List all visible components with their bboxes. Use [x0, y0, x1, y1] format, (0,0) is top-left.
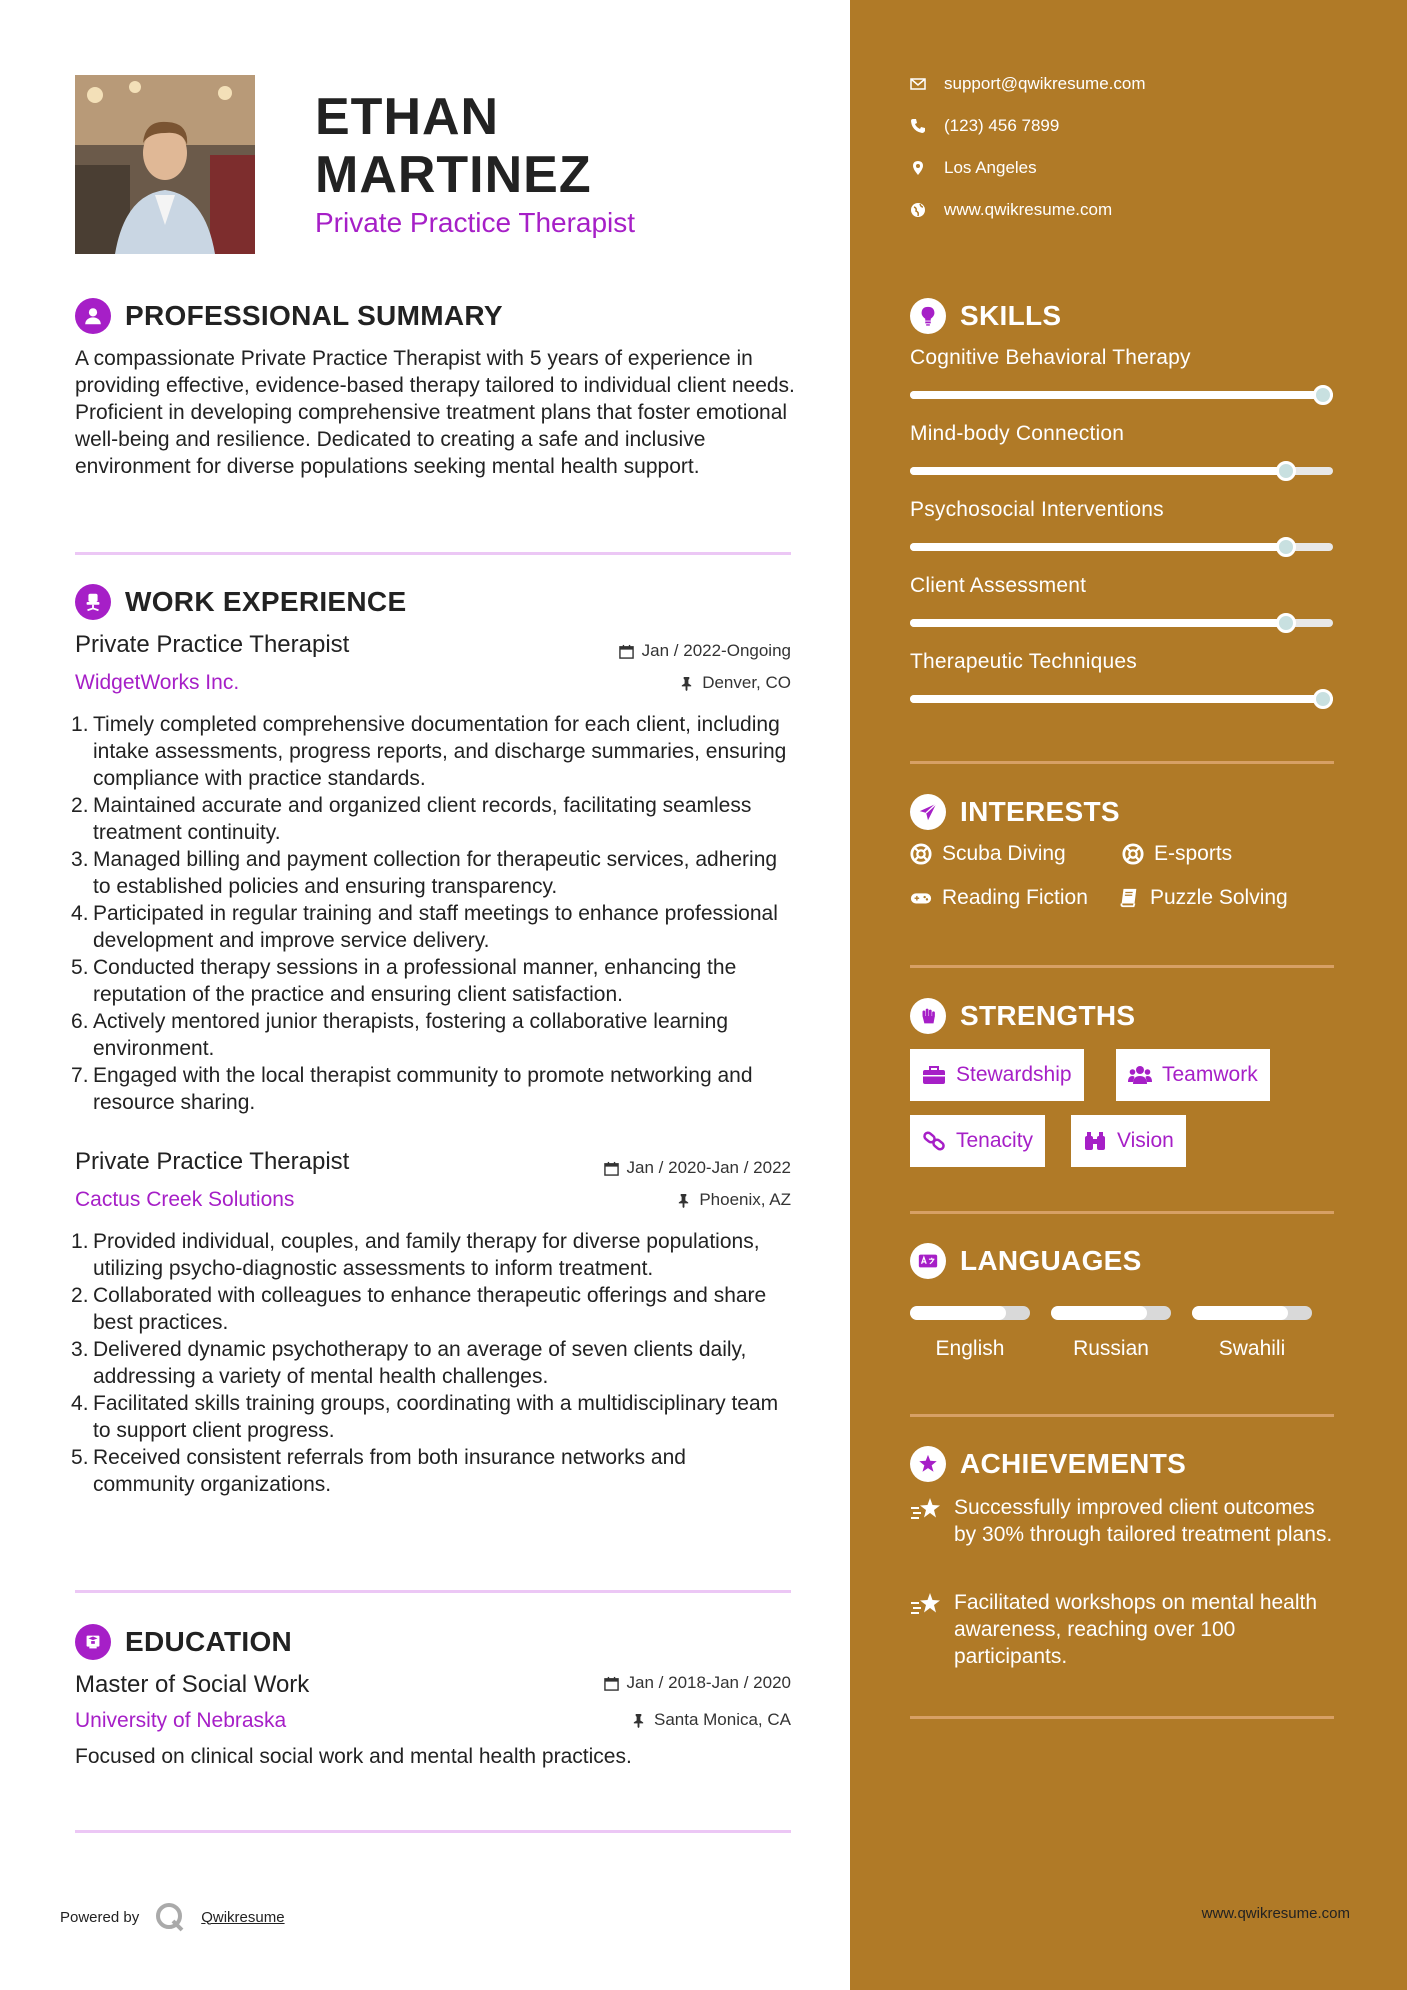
duty-item: Conducted therapy sessions in a professional manner, enhancing the reputation of the practice and ensuring client satisfaction.	[93, 956, 737, 1006]
divider	[910, 761, 1334, 764]
briefcase-icon	[922, 1064, 946, 1086]
duty-item: Managed billing and payment collection for therapeutic services, adhering to established policies and ensuring transparency.	[93, 848, 778, 898]
star-badge-icon	[910, 1446, 946, 1482]
duty-item: Participated in regular training and staff meetings to enhance professional development and improve service delivery.	[93, 902, 778, 952]
divider	[910, 1716, 1334, 1719]
skill-bar	[910, 391, 1333, 399]
contact-website[interactable]	[910, 200, 1112, 220]
calendar-icon	[604, 1676, 619, 1691]
contact-location	[910, 158, 1037, 178]
duty-item: Timely completed comprehensive documentation for each client, including intake assessments, progress reports, and discharge summaries, ensuring compliance with practice standards.	[93, 713, 787, 790]
education-title: EDUCATION	[125, 1626, 293, 1657]
divider	[910, 1414, 1334, 1417]
first-name: ETHAN	[315, 88, 500, 146]
lightbulb-icon	[910, 298, 946, 334]
language-name: English	[935, 1337, 1005, 1360]
skill-bar-knob	[1276, 461, 1296, 481]
strength-label: Teamwork	[1162, 1063, 1258, 1086]
duty-item: Maintained accurate and organized client records, facilitating seamless treatment continuity.	[93, 794, 752, 844]
education-dates-text: Jan / 2018-Jan / 2020	[626, 1673, 791, 1692]
phone-icon	[910, 118, 926, 134]
map-marker-icon	[910, 160, 926, 176]
job-dates-text: Jan / 2022-Ongoing	[641, 641, 791, 660]
education-dates	[604, 1673, 791, 1693]
education-description: Focused on clinical social work and mental health practices.	[75, 1745, 632, 1768]
job-title: Private Practice Therapist	[75, 631, 350, 658]
skill-bar-fill	[910, 543, 1286, 551]
fist-icon	[910, 998, 946, 1034]
strength-chip	[910, 1115, 1045, 1167]
interest-label: E-sports	[1154, 842, 1233, 865]
paper-plane-icon	[910, 794, 946, 830]
skill-bar	[910, 619, 1333, 627]
contact-email-text: support@qwikresume.com	[944, 74, 1146, 93]
education-location	[631, 1710, 791, 1730]
job-company: WidgetWorks Inc.	[75, 671, 240, 694]
calendar-icon	[619, 644, 634, 659]
work-title: WORK EXPERIENCE	[125, 586, 407, 617]
pin-icon	[631, 1713, 646, 1728]
skill-bar-fill	[910, 619, 1286, 627]
interests-heading	[910, 794, 1120, 830]
skill-bar-knob	[1276, 613, 1296, 633]
job-dates	[604, 1158, 791, 1178]
skill-name: Client Assessment	[910, 574, 1087, 597]
language-bar-fill	[1192, 1306, 1288, 1320]
strength-label: Vision	[1117, 1129, 1174, 1152]
skills-heading	[910, 298, 1061, 334]
contact-email[interactable]	[910, 74, 1146, 94]
job-location-text: Denver, CO	[702, 673, 791, 692]
work-heading	[75, 584, 406, 620]
interest-item	[910, 886, 1088, 910]
job-duties	[68, 711, 788, 1116]
office-chair-icon	[75, 584, 111, 620]
duty-item: Engaged with the local therapist community to promote networking and resource sharing.	[93, 1064, 753, 1114]
interest-label: Reading Fiction	[942, 886, 1088, 909]
interests-title: INTERESTS	[960, 796, 1120, 827]
divider	[75, 552, 791, 555]
calendar-icon	[604, 1161, 619, 1176]
achievements-heading	[910, 1446, 1186, 1482]
language-bar-fill	[1051, 1306, 1147, 1320]
life-ring-icon	[1122, 843, 1144, 865]
education-location-text: Santa Monica, CA	[653, 1710, 791, 1729]
interest-item	[1118, 886, 1288, 910]
achievement-item	[910, 1494, 1340, 1548]
user-icon	[75, 298, 111, 334]
shooting-star-icon	[910, 1496, 944, 1524]
skill-name: Cognitive Behavioral Therapy	[910, 346, 1191, 369]
school: University of Nebraska	[75, 1709, 287, 1732]
contact-phone-text: (123) 456 7899	[944, 116, 1060, 135]
divider	[910, 965, 1334, 968]
strength-label: Tenacity	[956, 1129, 1034, 1152]
achievement-item	[910, 1589, 1340, 1670]
job-dates-text: Jan / 2020-Jan / 2022	[626, 1158, 791, 1177]
strength-chip	[1116, 1049, 1270, 1101]
strength-label: Stewardship	[956, 1063, 1072, 1086]
skill-bar	[910, 543, 1333, 551]
footer-website[interactable]: www.qwikresume.com	[1201, 1905, 1350, 1922]
interest-label: Puzzle Solving	[1150, 886, 1288, 909]
job-location-text: Phoenix, AZ	[699, 1190, 791, 1209]
interest-item	[910, 842, 1066, 866]
job-location	[679, 673, 791, 693]
skill-bar	[910, 467, 1333, 475]
summary-title: PROFESSIONAL SUMMARY	[125, 300, 503, 331]
job-dates	[619, 641, 791, 661]
job-company: Cactus Creek Solutions	[75, 1188, 295, 1211]
candidate-name	[315, 88, 592, 204]
binoculars-icon	[1083, 1130, 1107, 1152]
job-duties	[68, 1228, 788, 1498]
shooting-star-icon	[910, 1591, 944, 1619]
gamepad-icon	[910, 887, 932, 909]
skill-bar-fill	[910, 391, 1333, 399]
skill-name: Psychosocial Interventions	[910, 498, 1164, 521]
skill-bar-knob	[1313, 385, 1333, 405]
divider	[910, 1211, 1334, 1214]
duty-item: Delivered dynamic psychotherapy to an average of seven clients daily, addressing a variety of mental health challenges.	[93, 1338, 747, 1388]
summary-heading	[75, 298, 503, 334]
language-bar	[1051, 1306, 1171, 1320]
profile-photo	[75, 75, 255, 254]
strength-chip	[910, 1049, 1084, 1101]
strengths-heading	[910, 998, 1135, 1034]
language-bar-fill	[910, 1306, 1006, 1320]
language-icon	[910, 1243, 946, 1279]
skill-bar-knob	[1276, 537, 1296, 557]
achievement-text: Facilitated workshops on mental health awareness, reaching over 100 participants.	[954, 1591, 1318, 1668]
duty-item: Actively mentored junior therapists, fostering a collaborative learning environment.	[93, 1010, 728, 1060]
last-name: MARTINEZ	[315, 146, 592, 204]
contact-website-text: www.qwikresume.com	[944, 200, 1113, 219]
achievements-title: ACHIEVEMENTS	[960, 1448, 1187, 1479]
life-ring-icon	[910, 843, 932, 865]
job-location	[676, 1190, 791, 1210]
language-name: Russian	[1073, 1337, 1149, 1360]
skill-bar-fill	[910, 467, 1286, 475]
job-title: Private Practice Therapist	[75, 1148, 350, 1175]
duty-item: Facilitated skills training groups, coordinating with a multidisciplinary team to support client progress.	[93, 1392, 779, 1442]
footer-powered-by	[60, 1900, 285, 1934]
summary-text: A compassionate Private Practice Therapist with 5 years of experience in providing effective, evidence-based therapy tailored to individual client needs. Proficient in developing comprehensive treatment plans that foster emotional well-being and resilience. Dedicated to creating a safe and inclusive environment for diverse populations seeking mental health support.	[75, 347, 795, 478]
education-heading	[75, 1624, 292, 1660]
language-bar	[910, 1306, 1030, 1320]
interest-item	[1122, 842, 1232, 866]
duty-item: Collaborated with colleagues to enhance therapeutic offerings and share best practices.	[93, 1284, 767, 1334]
languages-heading	[910, 1243, 1142, 1279]
graduation-icon	[75, 1624, 111, 1660]
languages-title: LANGUAGES	[960, 1245, 1142, 1276]
duty-item: Received consistent referrals from both insurance networks and community organizations.	[93, 1446, 686, 1496]
achievement-text: Successfully improved client outcomes by 30% through tailored treatment plans.	[954, 1496, 1333, 1546]
qwikresume-logo-icon	[153, 1900, 187, 1934]
powered-by-label: Powered by	[60, 1908, 140, 1926]
pin-icon	[676, 1193, 691, 1208]
contact-location-text: Los Angeles	[944, 158, 1037, 177]
candidate-role: Private Practice Therapist	[315, 207, 636, 238]
strength-chip	[1071, 1115, 1186, 1167]
skill-bar-knob	[1313, 689, 1333, 709]
language-bar	[1192, 1306, 1312, 1320]
sidebar	[850, 0, 1407, 1990]
skill-name: Mind-body Connection	[910, 422, 1125, 445]
globe-icon	[910, 202, 926, 218]
book-icon	[1118, 887, 1140, 909]
interest-label: Scuba Diving	[942, 842, 1066, 865]
skill-name: Therapeutic Techniques	[910, 650, 1137, 673]
divider	[75, 1830, 791, 1833]
skill-bar-fill	[910, 695, 1333, 703]
link-icon	[922, 1130, 946, 1152]
duty-item: Provided individual, couples, and family therapy for diverse populations, utilizing psycho-diagnostic assessments to inform treatment.	[93, 1230, 760, 1280]
language-name: Swahili	[1218, 1337, 1286, 1360]
users-icon	[1128, 1064, 1152, 1086]
pin-icon	[679, 676, 694, 691]
qwikresume-link[interactable]: Qwikresume	[201, 1908, 285, 1926]
degree: Master of Social Work	[75, 1671, 310, 1698]
skills-title: SKILLS	[960, 300, 1062, 331]
contact-phone[interactable]	[910, 116, 1059, 136]
divider	[75, 1590, 791, 1593]
skill-bar	[910, 695, 1333, 703]
strengths-title: STRENGTHS	[960, 1000, 1136, 1031]
envelope-icon	[910, 76, 926, 92]
